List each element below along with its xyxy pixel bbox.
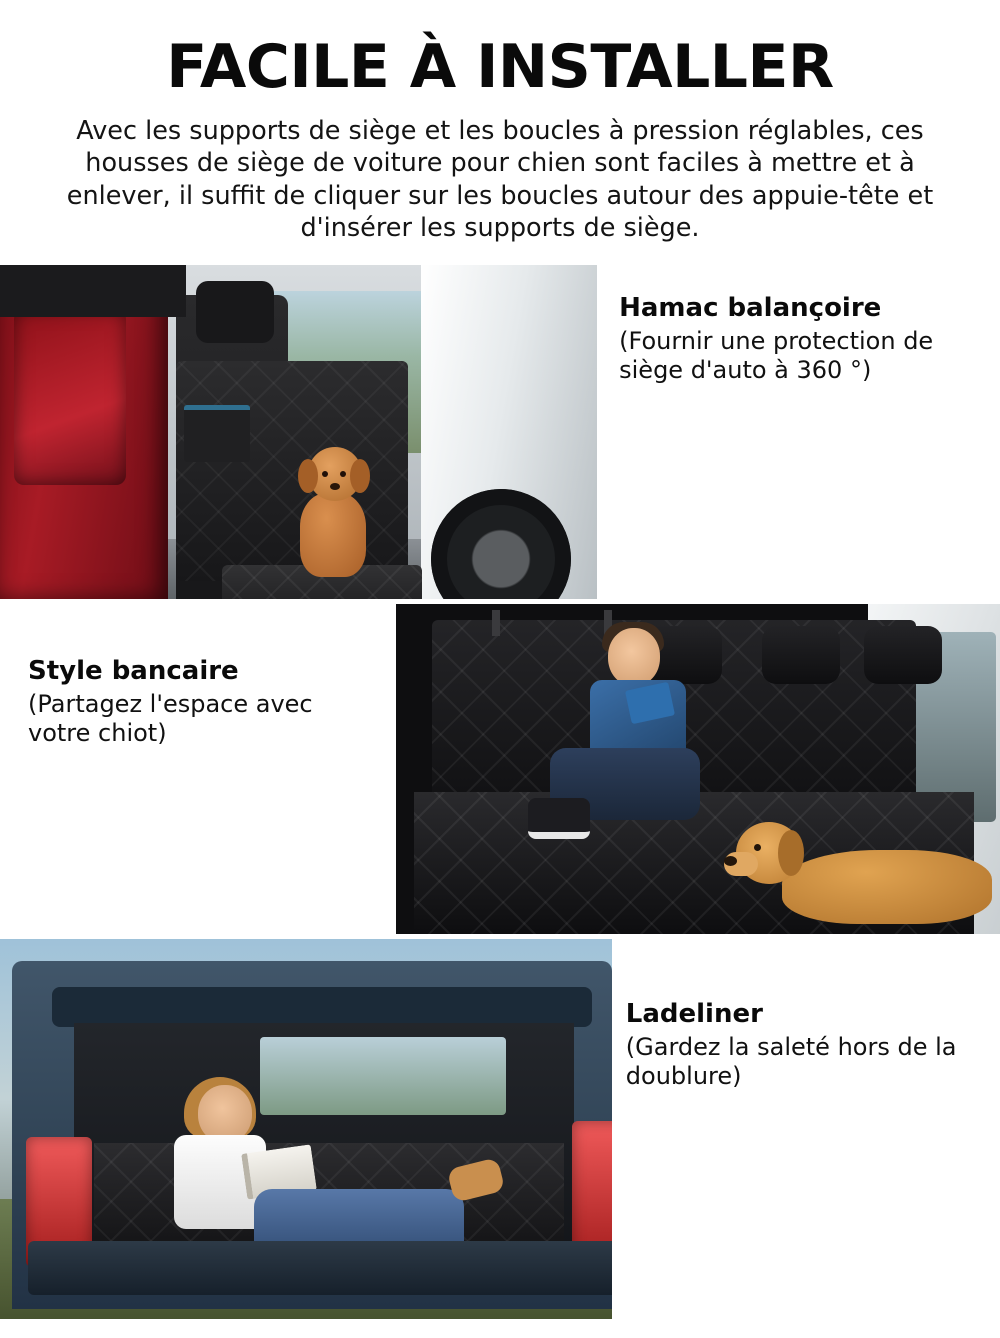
suv-body [12, 961, 612, 1309]
feature-caption-hammock [597, 265, 1000, 599]
feature-row-hammock [0, 265, 1000, 599]
feature-title-hammock: Hamac balançoire [619, 292, 882, 323]
dog-body [300, 493, 366, 577]
headrest [196, 281, 274, 343]
car-door-top-trim [0, 265, 186, 317]
cover-strap-left [492, 610, 500, 636]
page-header [0, 0, 1000, 245]
dog-eye-left [322, 471, 328, 477]
feature-text-hammock: (Fournir une protection de siège d'auto à 360 °) [619, 326, 934, 384]
feature-title-bench: Style bancaire [28, 655, 239, 686]
hatch-door [52, 987, 592, 1027]
dog-ear-left [298, 459, 318, 493]
feature-photo-liner [0, 939, 612, 1319]
feature-row-bench [0, 604, 1000, 934]
dog-nose [724, 856, 737, 866]
dog-ear [778, 830, 804, 876]
poodle-dog [292, 441, 376, 581]
boy-head [608, 628, 660, 686]
feature-photo-hammock [0, 265, 597, 599]
woman-shoe [447, 1157, 506, 1203]
headrest-center [762, 626, 840, 684]
dog-ear-right [350, 459, 370, 493]
feature-row-liner [0, 939, 1000, 1319]
feature-text-liner: (Gardez la saleté hors de la doublure) [625, 1032, 957, 1090]
boy-shoe [528, 798, 590, 839]
cargo-area [74, 1023, 574, 1273]
feature-caption-bench [0, 604, 396, 934]
dog-eye-right [340, 471, 346, 477]
golden-retriever-dog [726, 814, 1000, 934]
feature-panels [0, 265, 1000, 1319]
dog-body [782, 850, 992, 924]
feature-text-bench: (Partagez l'espace avec votre chiot) [28, 689, 313, 747]
headrest-right [864, 626, 942, 684]
dog-eye [754, 844, 761, 851]
rear-bumper [28, 1241, 612, 1295]
dog-nose [330, 483, 340, 490]
page-subtitle: Avec les supports de siège et les boucles à pression réglables, ces housses de siège de voiture pour chien sont faciles à mettre et à enlever, il suffit de cliquer sur les boucles autour des appuie-tête et d'insérer les supports de siège. [66, 116, 934, 244]
page-title: FACILE À INSTALLER [166, 32, 834, 102]
feature-title-liner: Ladeliner [625, 998, 763, 1029]
feature-photo-bench [396, 604, 1000, 934]
feature-caption-liner [612, 939, 1000, 1319]
cover-storage-pocket [184, 405, 250, 462]
woman-head [198, 1085, 252, 1143]
